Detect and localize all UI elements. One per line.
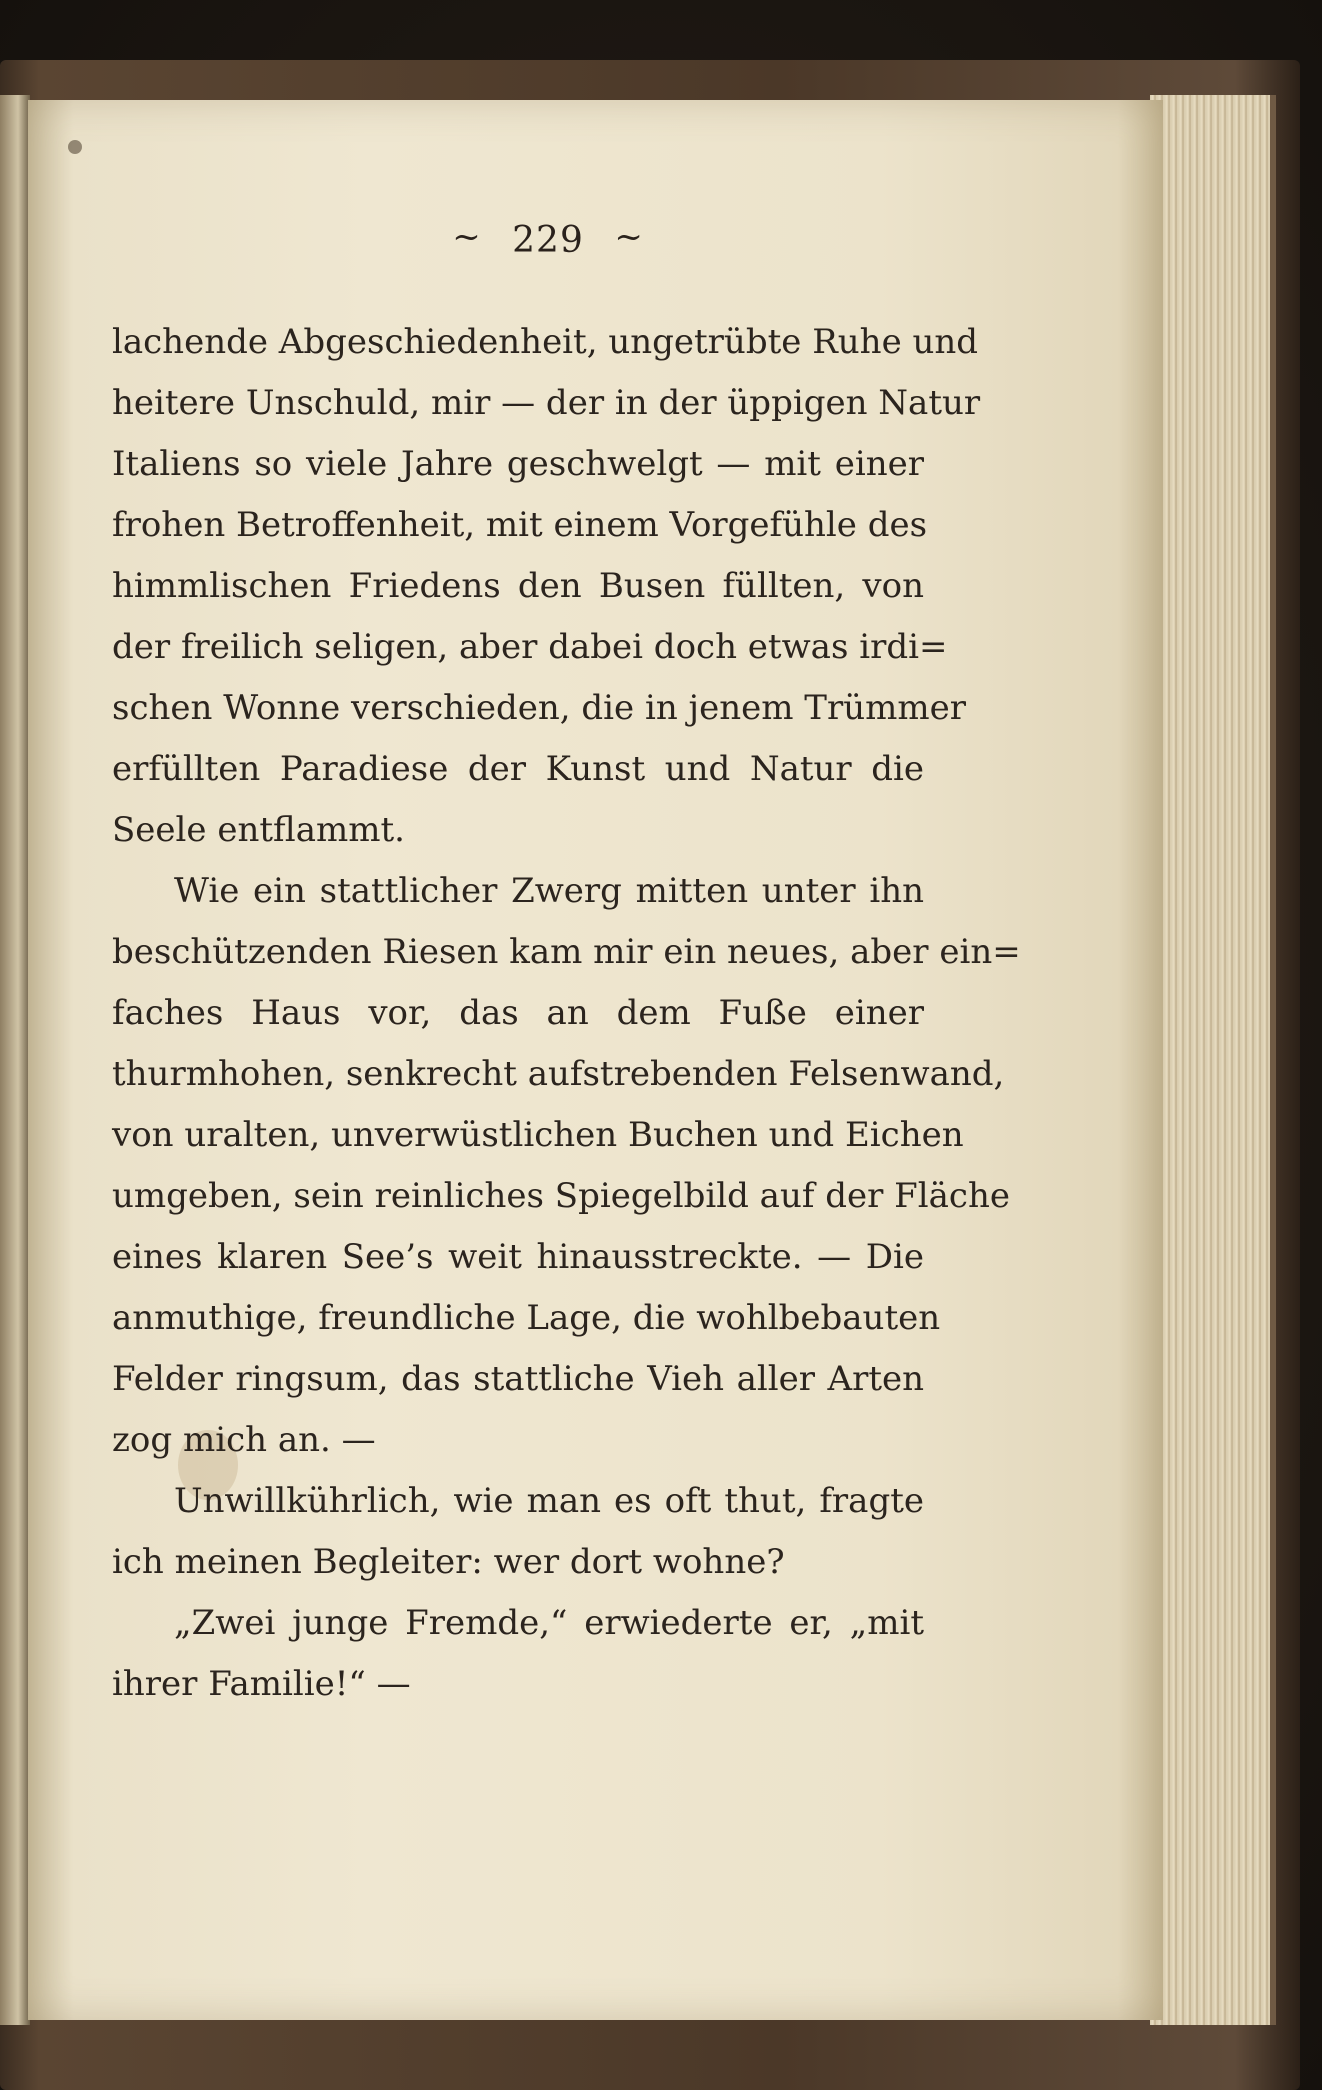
text-line: zog mich an. — (112, 1420, 376, 1460)
text-line: lachende Abgeschiedenheit, ungetrübte Ruhe und (112, 322, 979, 362)
text-line: erfüllten Paradiese der Kunst und Natur die (112, 749, 924, 789)
text-line: faches Haus vor, das an dem Fuße einer (112, 993, 924, 1033)
book-page (28, 100, 1163, 2020)
flourish-left-ornament: ~ (452, 217, 482, 257)
text-line: Italiens so viele Jahre geschwelgt — mit einer (112, 444, 924, 484)
text-line: thurmhohen, senkrecht aufstrebenden Felsenwand, (112, 1054, 1005, 1094)
paragraph (112, 1471, 924, 1593)
left-page-edge (0, 95, 30, 2025)
text-line: der freilich seligen, aber dabei doch etwas irdi= (112, 627, 948, 667)
text-line: Seele entflammt. (112, 810, 405, 850)
text-line: eines klaren See’s weit hinausstreckte. — Die (112, 1237, 924, 1277)
text-line: heitere Unschuld, mir — der in der üppigen Natur (112, 383, 981, 423)
text-line: anmuthige, freundliche Lage, die wohlbebauten (112, 1298, 941, 1338)
text-line: himmlischen Friedens den Busen füllten, von (112, 566, 924, 606)
text-line: Unwillkührlich, wie man es oft thut, fragte (174, 1481, 924, 1521)
text-line: ich meinen Begleiter: wer dort wohne? (112, 1542, 785, 1582)
text-line: beschützenden Riesen kam mir ein neues, aber ein= (112, 932, 1021, 972)
page-number (28, 217, 1068, 261)
text-line: ihrer Familie!“ — (112, 1664, 411, 1704)
flourish-right-ornament: ~ (614, 217, 644, 257)
paragraph (112, 861, 1021, 1471)
text-line: schen Wonne verschieden, die in jenem Trümmer (112, 688, 966, 728)
paragraph (112, 1593, 924, 1715)
paragraph (112, 312, 981, 861)
text-line: „Zwei junge Fremde,“ erwiederte er, „mit (174, 1603, 924, 1643)
text-line: Wie ein stattlicher Zwerg mitten unter ihn (174, 871, 924, 911)
page-block-edge (1150, 95, 1276, 2025)
text-line: frohen Betroffenheit, mit einem Vorgefühle des (112, 505, 928, 545)
page-number-text: 229 (512, 220, 584, 261)
body-text (112, 312, 1021, 1715)
text-line: umgeben, sein reinliches Spiegelbild auf der Fläche (112, 1176, 1010, 1216)
text-line: Felder ringsum, das stattliche Vieh aller Arten (112, 1359, 924, 1399)
text-line: von uralten, unverwüstlichen Buchen und Eichen (112, 1115, 964, 1155)
page-spot (68, 140, 82, 154)
